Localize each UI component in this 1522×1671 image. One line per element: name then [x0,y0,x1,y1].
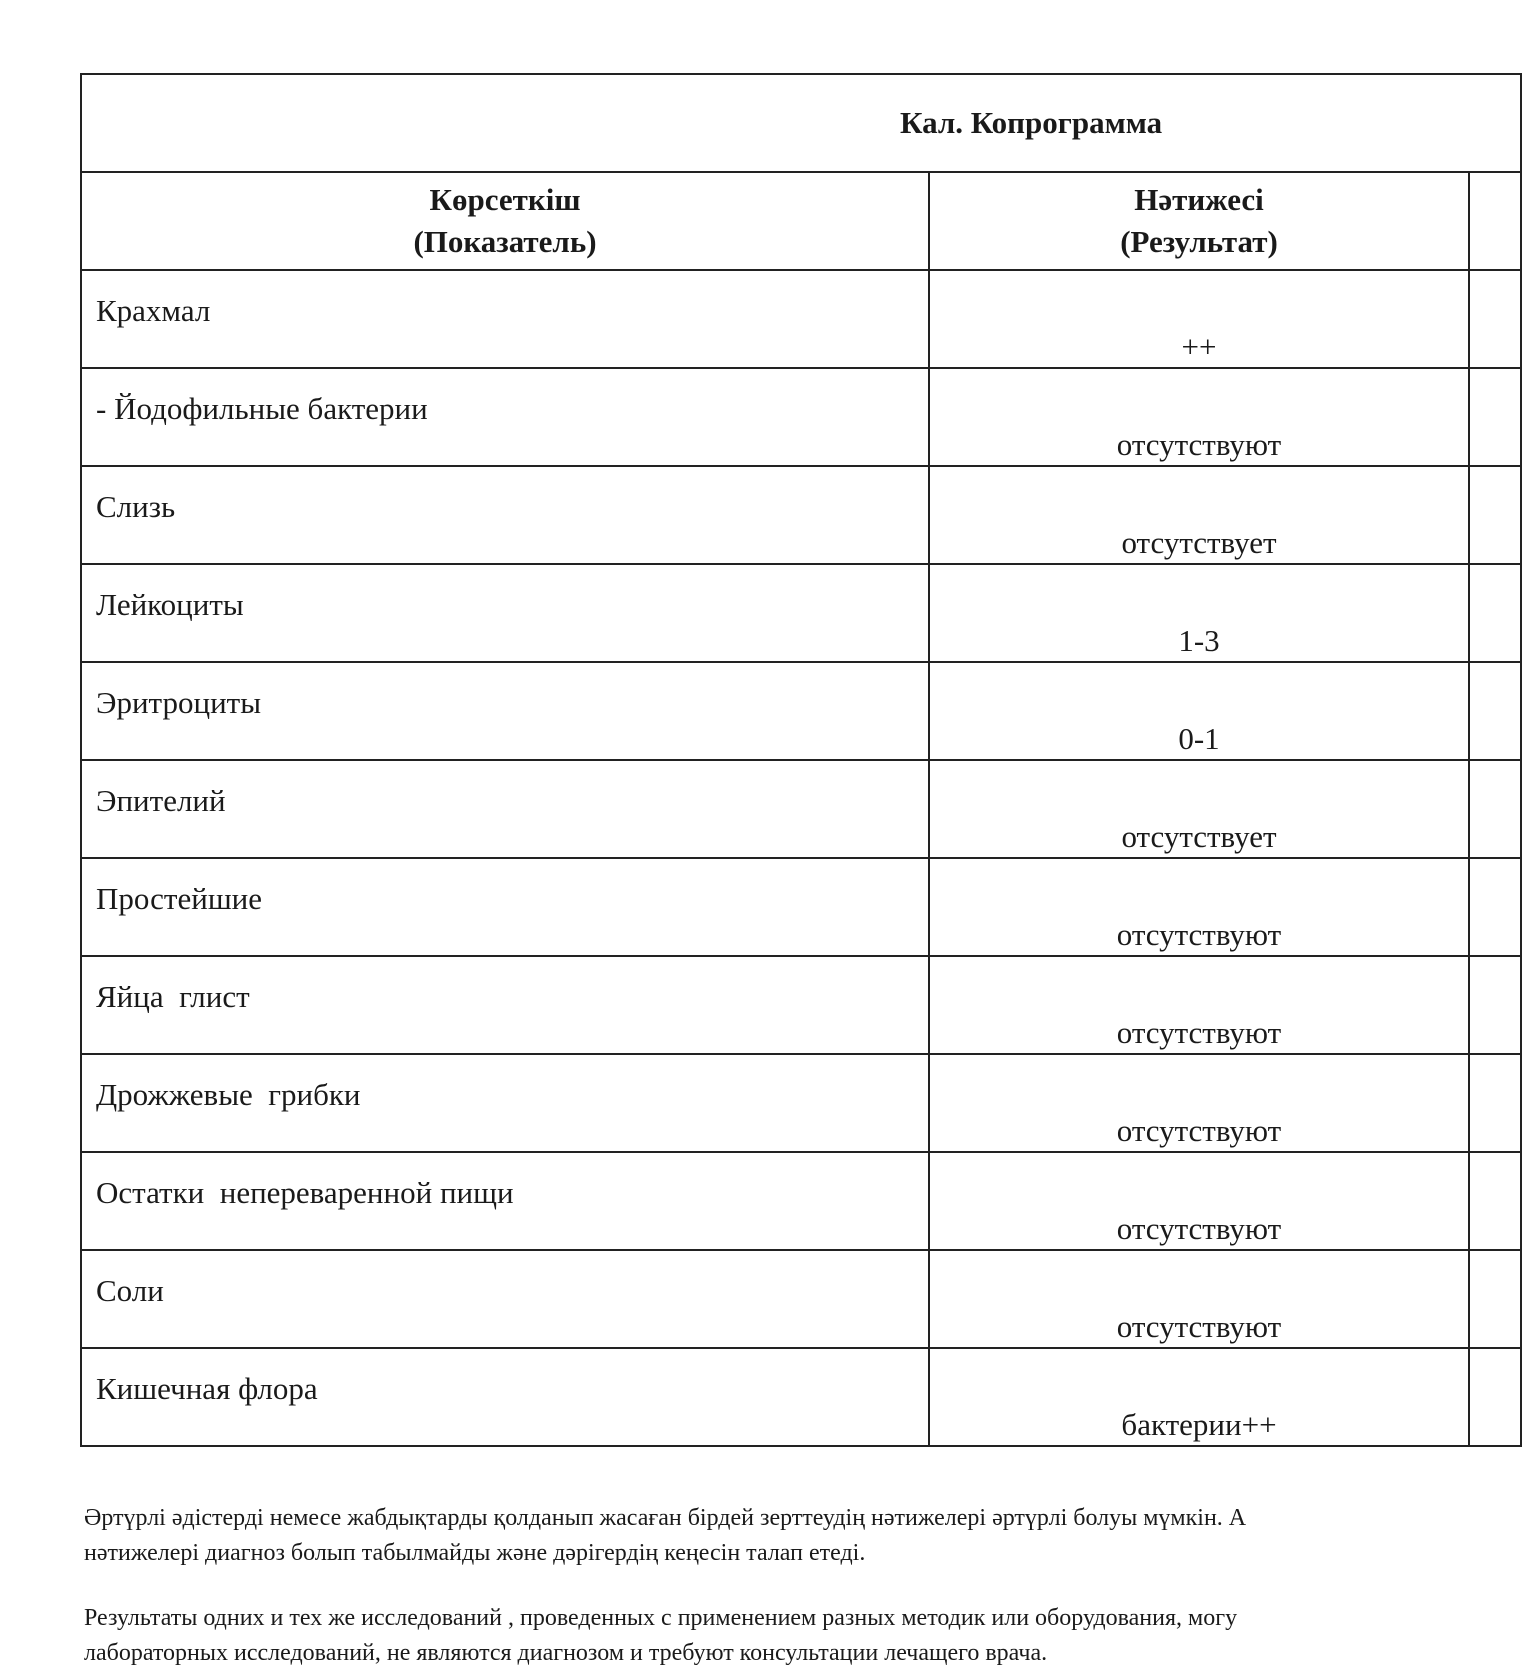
indicator-cell: Крахмал [81,270,929,368]
coprogram-results-table [80,73,1522,1447]
table-row [81,466,1521,564]
cropped-cell [1469,1250,1521,1348]
cropped-cell [1469,760,1521,858]
indicator-cell: Эпителий [81,760,929,858]
disclaimer-ru-line1: Результаты одних и тех же исследований , проведенных с применением разных методик или оборудования, могу [84,1605,1238,1631]
table-row [81,858,1521,956]
disclaimer-notes [80,1501,1520,1671]
result-header-kz: Нәтижесі [1134,182,1264,217]
disclaimer-ru [84,1601,1520,1671]
table-row [81,1152,1521,1250]
table-title: Кал. Копрограмма [900,105,1163,140]
cropped-cell [1469,956,1521,1054]
table-row [81,1348,1521,1446]
result-cell: отсутствует [929,760,1469,858]
result-cell: бактерии++ [929,1348,1469,1446]
cropped-cell [1469,466,1521,564]
table-body [81,270,1521,1446]
table-header-row [81,172,1521,270]
result-cell: отсутствуют [929,1250,1469,1348]
cropped-cell [1469,368,1521,466]
table-row [81,270,1521,368]
disclaimer-kz [84,1501,1520,1571]
indicator-cell: Кишечная флора [81,1348,929,1446]
indicator-cell: Простейшие [81,858,929,956]
indicator-cell: Яйца глист [81,956,929,1054]
indicator-cell: Соли [81,1250,929,1348]
result-column-header [929,172,1469,270]
result-cell: отсутствуют [929,956,1469,1054]
result-cell: отсутствует [929,466,1469,564]
indicator-cell: Слизь [81,466,929,564]
indicator-cell: Дрожжевые грибки [81,1054,929,1152]
cropped-cell [1469,1348,1521,1446]
result-cell: отсутствуют [929,858,1469,956]
result-header-ru: (Результат) [1120,224,1278,259]
cropped-cell [1469,662,1521,760]
table-title-cell [81,74,1521,172]
table-row [81,368,1521,466]
table-row [81,1250,1521,1348]
disclaimer-kz-line1: Әртүрлі әдістерді немесе жабдықтарды қолданып жасаған бірдей зерттеудің нәтижелері әртүрлі болуы мүмкін. А [84,1505,1247,1531]
disclaimer-ru-line2: лабораторных исследований, не являются диагнозом и требуют консультации лечащего врача. [84,1640,1048,1666]
result-cell: 1-3 [929,564,1469,662]
result-cell: отсутствуют [929,1054,1469,1152]
table-row [81,956,1521,1054]
table-row [81,1054,1521,1152]
disclaimer-kz-line2: нәтижелері диагноз болып табылмайды және дәрігердің кеңесін талап етеді. [84,1540,866,1566]
result-cell: ++ [929,270,1469,368]
indicator-header-kz: Көрсеткіш [429,182,581,217]
table-row [81,564,1521,662]
cropped-cell [1469,270,1521,368]
table-row [81,662,1521,760]
indicator-cell: Эритроциты [81,662,929,760]
indicator-cell: - Йодофильные бактерии [81,368,929,466]
result-cell: 0-1 [929,662,1469,760]
cropped-cell [1469,1054,1521,1152]
lab-report-document [80,73,1500,1666]
cropped-cell [1469,564,1521,662]
cropped-cell [1469,1152,1521,1250]
result-cell: отсутствуют [929,368,1469,466]
indicator-cell: Остатки непереваренной пищи [81,1152,929,1250]
indicator-cell: Лейкоциты [81,564,929,662]
result-cell: отсутствуют [929,1152,1469,1250]
table-row [81,760,1521,858]
indicator-header-ru: (Показатель) [413,224,597,259]
indicator-column-header [81,172,929,270]
cropped-cell [1469,858,1521,956]
cropped-column-header [1469,172,1521,270]
